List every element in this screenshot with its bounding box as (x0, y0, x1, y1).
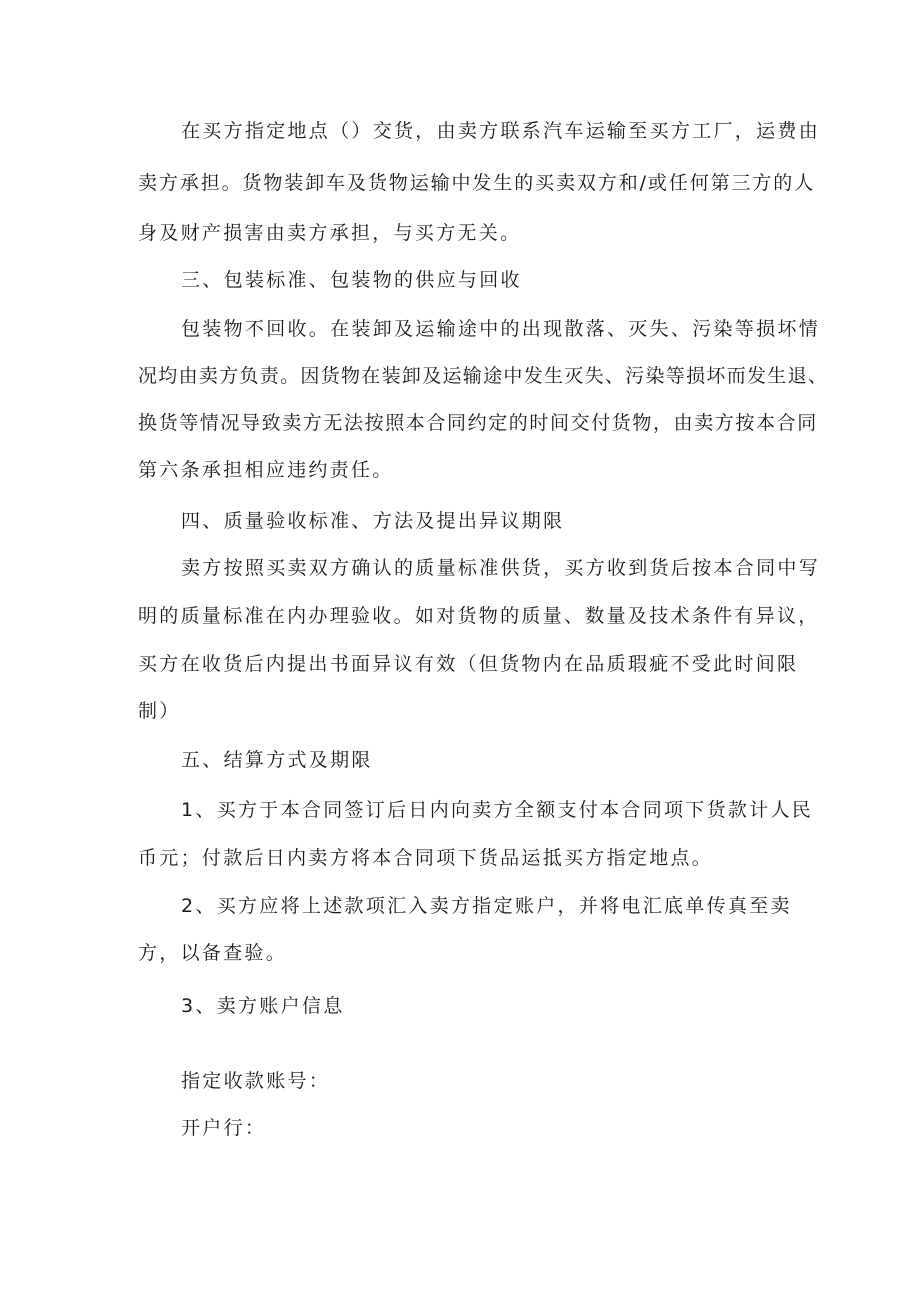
account-number-label: 指定收款账号： (181, 1070, 331, 1092)
payment-item-2-line-2: 方，以备查验。 (138, 942, 288, 964)
section-5-heading: 五、结算方式及期限 (181, 749, 373, 771)
quality-paragraph-line-4: 制） (138, 700, 181, 722)
quality-paragraph-line-2: 明的质量标准在内办理验收。如对货物的质量、数量及技术条件有异议， (138, 605, 820, 627)
delivery-paragraph-line-1: 在买方指定地点（）交货，由卖方联系汽车运输至买方工厂，运费由 (181, 120, 821, 142)
delivery-paragraph-line-3: 身及财产损害由卖方承担，与买方无关。 (138, 222, 522, 244)
quality-paragraph-line-1: 卖方按照买卖双方确认的质量标准供货，买方收到货后按本合同中写 (181, 557, 821, 579)
payment-item-1-line-1: 1、买方于本合同签订后日内向卖方全额支付本合同项下货款计人民 (181, 799, 814, 821)
payment-item-1-line-2: 币元；付款后日内卖方将本合同项下货品运抵买方指定地点。 (138, 847, 714, 869)
payment-item-3-heading: 3、卖方账户信息 (181, 995, 345, 1017)
quality-paragraph-line-3: 买方在收货后内提出书面异议有效（但货物内在品质瑕疵不受此时间限 (138, 653, 799, 675)
payment-item-2-line-1: 2、买方应将上述款项汇入卖方指定账户，并将电汇底单传真至卖 (181, 895, 792, 917)
section-4-heading: 四、质量验收标准、方法及提出异议期限 (181, 510, 565, 532)
packaging-paragraph-line-3: 换货等情况导致卖方无法按照本合同约定的时间交付货物，由卖方按本合同 (138, 412, 818, 434)
section-3-heading: 三、包装标准、包装物的供应与回收 (181, 269, 522, 291)
packaging-paragraph-line-4: 第六条承担相应违约责任。 (138, 459, 394, 481)
delivery-paragraph-line-2: 卖方承担。货物装卸车及货物运输中发生的买卖双方和/或任何第三方的人 (138, 172, 816, 194)
bank-label: 开户行： (181, 1117, 267, 1139)
packaging-paragraph-line-2: 况均由卖方负责。因货物在装卸及运输途中发生灭失、污染等损坏而发生退、 (138, 365, 829, 387)
packaging-paragraph-line-1: 包装物不回收。在装卸及运输途中的出现散落、灭失、污染等损坏情 (181, 318, 821, 340)
